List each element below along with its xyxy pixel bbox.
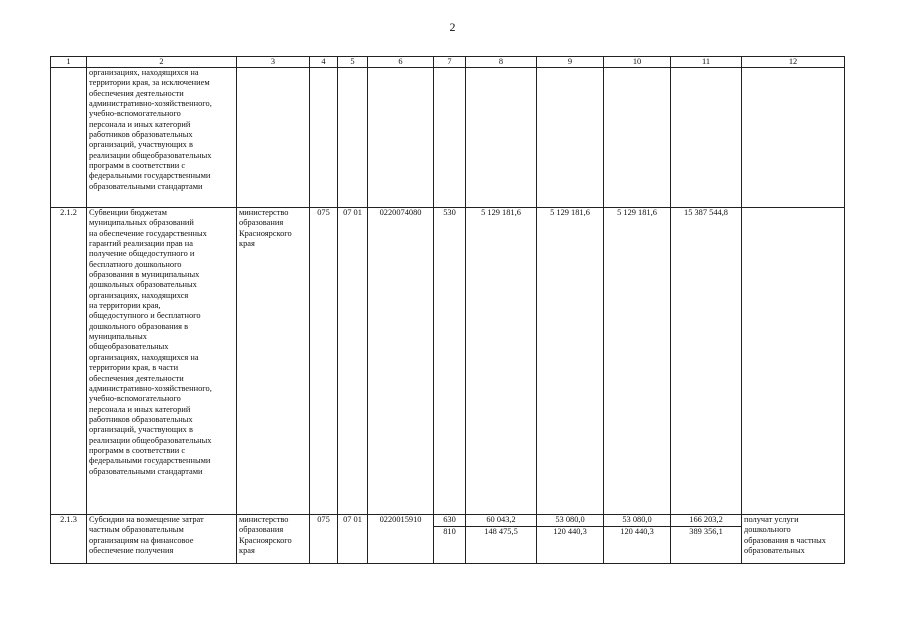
column-number-header-row xyxy=(51,57,845,68)
target-code-cell: 0220015910 xyxy=(368,515,434,564)
section-code-cell: 07 01 xyxy=(338,208,368,515)
amount-year3-cell: 5 129 181,6 xyxy=(604,208,671,515)
administrator-cell: министерство образования Красноярского края xyxy=(237,515,310,564)
header-cell: 12 xyxy=(742,57,845,68)
ministry-code-cell: 075 xyxy=(310,208,338,515)
section-code-cell: 07 01 xyxy=(338,515,368,564)
table-row-continuation xyxy=(51,68,845,208)
amount-total-cell: 166 203,2 389 356,1 xyxy=(671,515,742,564)
amount-year1-cell: 60 043,2 148 475,5 xyxy=(466,515,537,564)
result-cell xyxy=(742,208,845,515)
amount-year3-cell: 53 080,0 120 440,3 xyxy=(604,515,671,564)
page-number: 2 xyxy=(449,20,456,34)
header-cell: 7 xyxy=(434,57,466,68)
result-cell: получат услуги дошкольного образования в частных образовательных xyxy=(742,515,845,564)
row-description: организациях, находящихся на территории края, за исключением обеспечения деятельности административно-хозяйственного, учебно-вспомогательного персонала и иных категорий работников образовательных организаций, участвующих в реализации общеобразовательных программ в соответствии с федеральными государственными образовательными стандартами xyxy=(87,68,237,208)
header-cell: 6 xyxy=(368,57,434,68)
amount-year2-cell: 5 129 181,6 xyxy=(537,208,604,515)
row-number: 2.1.2 xyxy=(51,208,87,515)
header-cell: 3 xyxy=(237,57,310,68)
row-description: Субсидии на возмещение затрат частным образовательным организациям на финансовое обеспечение получения xyxy=(87,515,237,564)
target-code-cell: 0220074080 xyxy=(368,208,434,515)
header-cell: 4 xyxy=(310,57,338,68)
header-cell: 9 xyxy=(537,57,604,68)
amount-year2-cell: 53 080,0 120 440,3 xyxy=(537,515,604,564)
row-description: Субвенции бюджетам муниципальных образований на обеспечение государственных гарантий реализации прав на получение общедоступного и бесплатного дошкольного образования в муниципальных дошкольных образовательных организациях, находящихся на территории края, общедоступного и бесплатного дошкольного образования в муниципальных общеобразовательных организациях, находящихся на территории края, в части обеспечения деятельности административно-хозяйственного, учебно-вспомогательного персонала и иных категорий работников образовательных организаций, участвующих в реализации общеобразовательных программ в соответствии с федеральными государственными образовательными стандартами xyxy=(87,208,237,515)
amount-year1-cell: 5 129 181,6 xyxy=(466,208,537,515)
header-cell: 1 xyxy=(51,57,87,68)
expense-type-cell: 630 810 xyxy=(434,515,466,564)
header-cell: 2 xyxy=(87,57,237,68)
ministry-code-cell: 075 xyxy=(310,515,338,564)
header-cell: 11 xyxy=(671,57,742,68)
table-row-2-1-2 xyxy=(51,208,845,515)
table-row-2-1-3 xyxy=(51,515,845,564)
budget-table xyxy=(50,56,845,564)
row-number: 2.1.3 xyxy=(51,515,87,564)
administrator-cell: министерство образования Красноярского края xyxy=(237,208,310,515)
header-cell: 10 xyxy=(604,57,671,68)
expense-type-cell: 530 xyxy=(434,208,466,515)
header-cell: 5 xyxy=(338,57,368,68)
amount-total-cell: 15 387 544,8 xyxy=(671,208,742,515)
header-cell: 8 xyxy=(466,57,537,68)
